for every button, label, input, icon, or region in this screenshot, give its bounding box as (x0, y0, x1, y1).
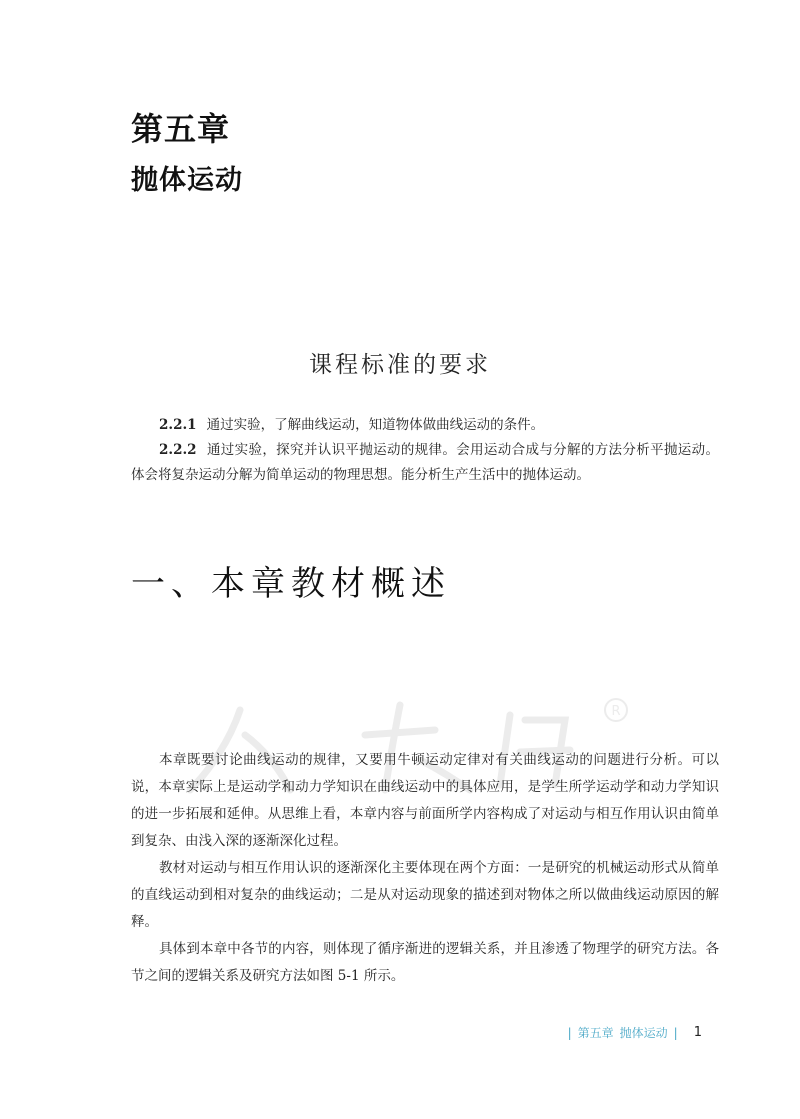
body-text (131, 747, 719, 990)
standard-item (131, 438, 719, 488)
footer-chapter-label: 第五章 (577, 1026, 614, 1040)
standards-heading: 课程标准的要求 (309, 352, 491, 378)
body-paragraph: 教材对运动与相互作用认识的逐渐深化主要体现在两个方面：一是研究的机械运动形式从简单的直线运动到相对复杂的曲线运动；二是从对运动现象的描述到对物体之所以做曲线运动原因的解释。 (131, 860, 719, 930)
footer-divider: | (673, 1025, 678, 1040)
standards-list (131, 413, 719, 488)
standard-item (131, 413, 719, 438)
footer-divider: | (567, 1025, 572, 1040)
page-number: 1 (693, 1025, 702, 1040)
svg-text:R: R (611, 704, 621, 719)
body-paragraph: 具体到本章中各节的内容，则体现了循序渐进的逻辑关系，并且渗透了物理学的研究方法。各节之间的逻辑关系及研究方法如图 5-1 所示。 (131, 941, 719, 984)
standard-text: 通过实验，探究并认识平抛运动的规律。会用运动合成与分解的方法分析平抛运动。体会将复杂运动分解为简单运动的物理思想。能分析生产生活中的抛体运动。 (131, 442, 719, 483)
chapter-number: 第五章 (131, 110, 231, 148)
standard-code: 2.2.1 (159, 417, 197, 433)
standard-code: 2.2.2 (159, 442, 197, 458)
chapter-title: 抛体运动 (131, 165, 243, 196)
body-paragraph: 本章既要讨论曲线运动的规律，又要用牛顿运动定律对有关曲线运动的问题进行分析。可以说，本章实际上是运动学和动力学知识在曲线运动中的具体应用，是学生所学运动学和动力学知识的进一步拓展和延伸。从思维上看，本章内容与前面所学内容构成了对运动与相互作用认识由简单到复杂、由浅入深的逐渐深化过程。 (131, 752, 719, 849)
section-heading: 一、本章教材概述 (131, 564, 451, 604)
standard-text: 通过实验，了解曲线运动，知道物体做曲线运动的条件。 (206, 417, 545, 433)
page-footer (568, 1024, 702, 1041)
footer-chapter-title: 抛体运动 (619, 1026, 668, 1040)
